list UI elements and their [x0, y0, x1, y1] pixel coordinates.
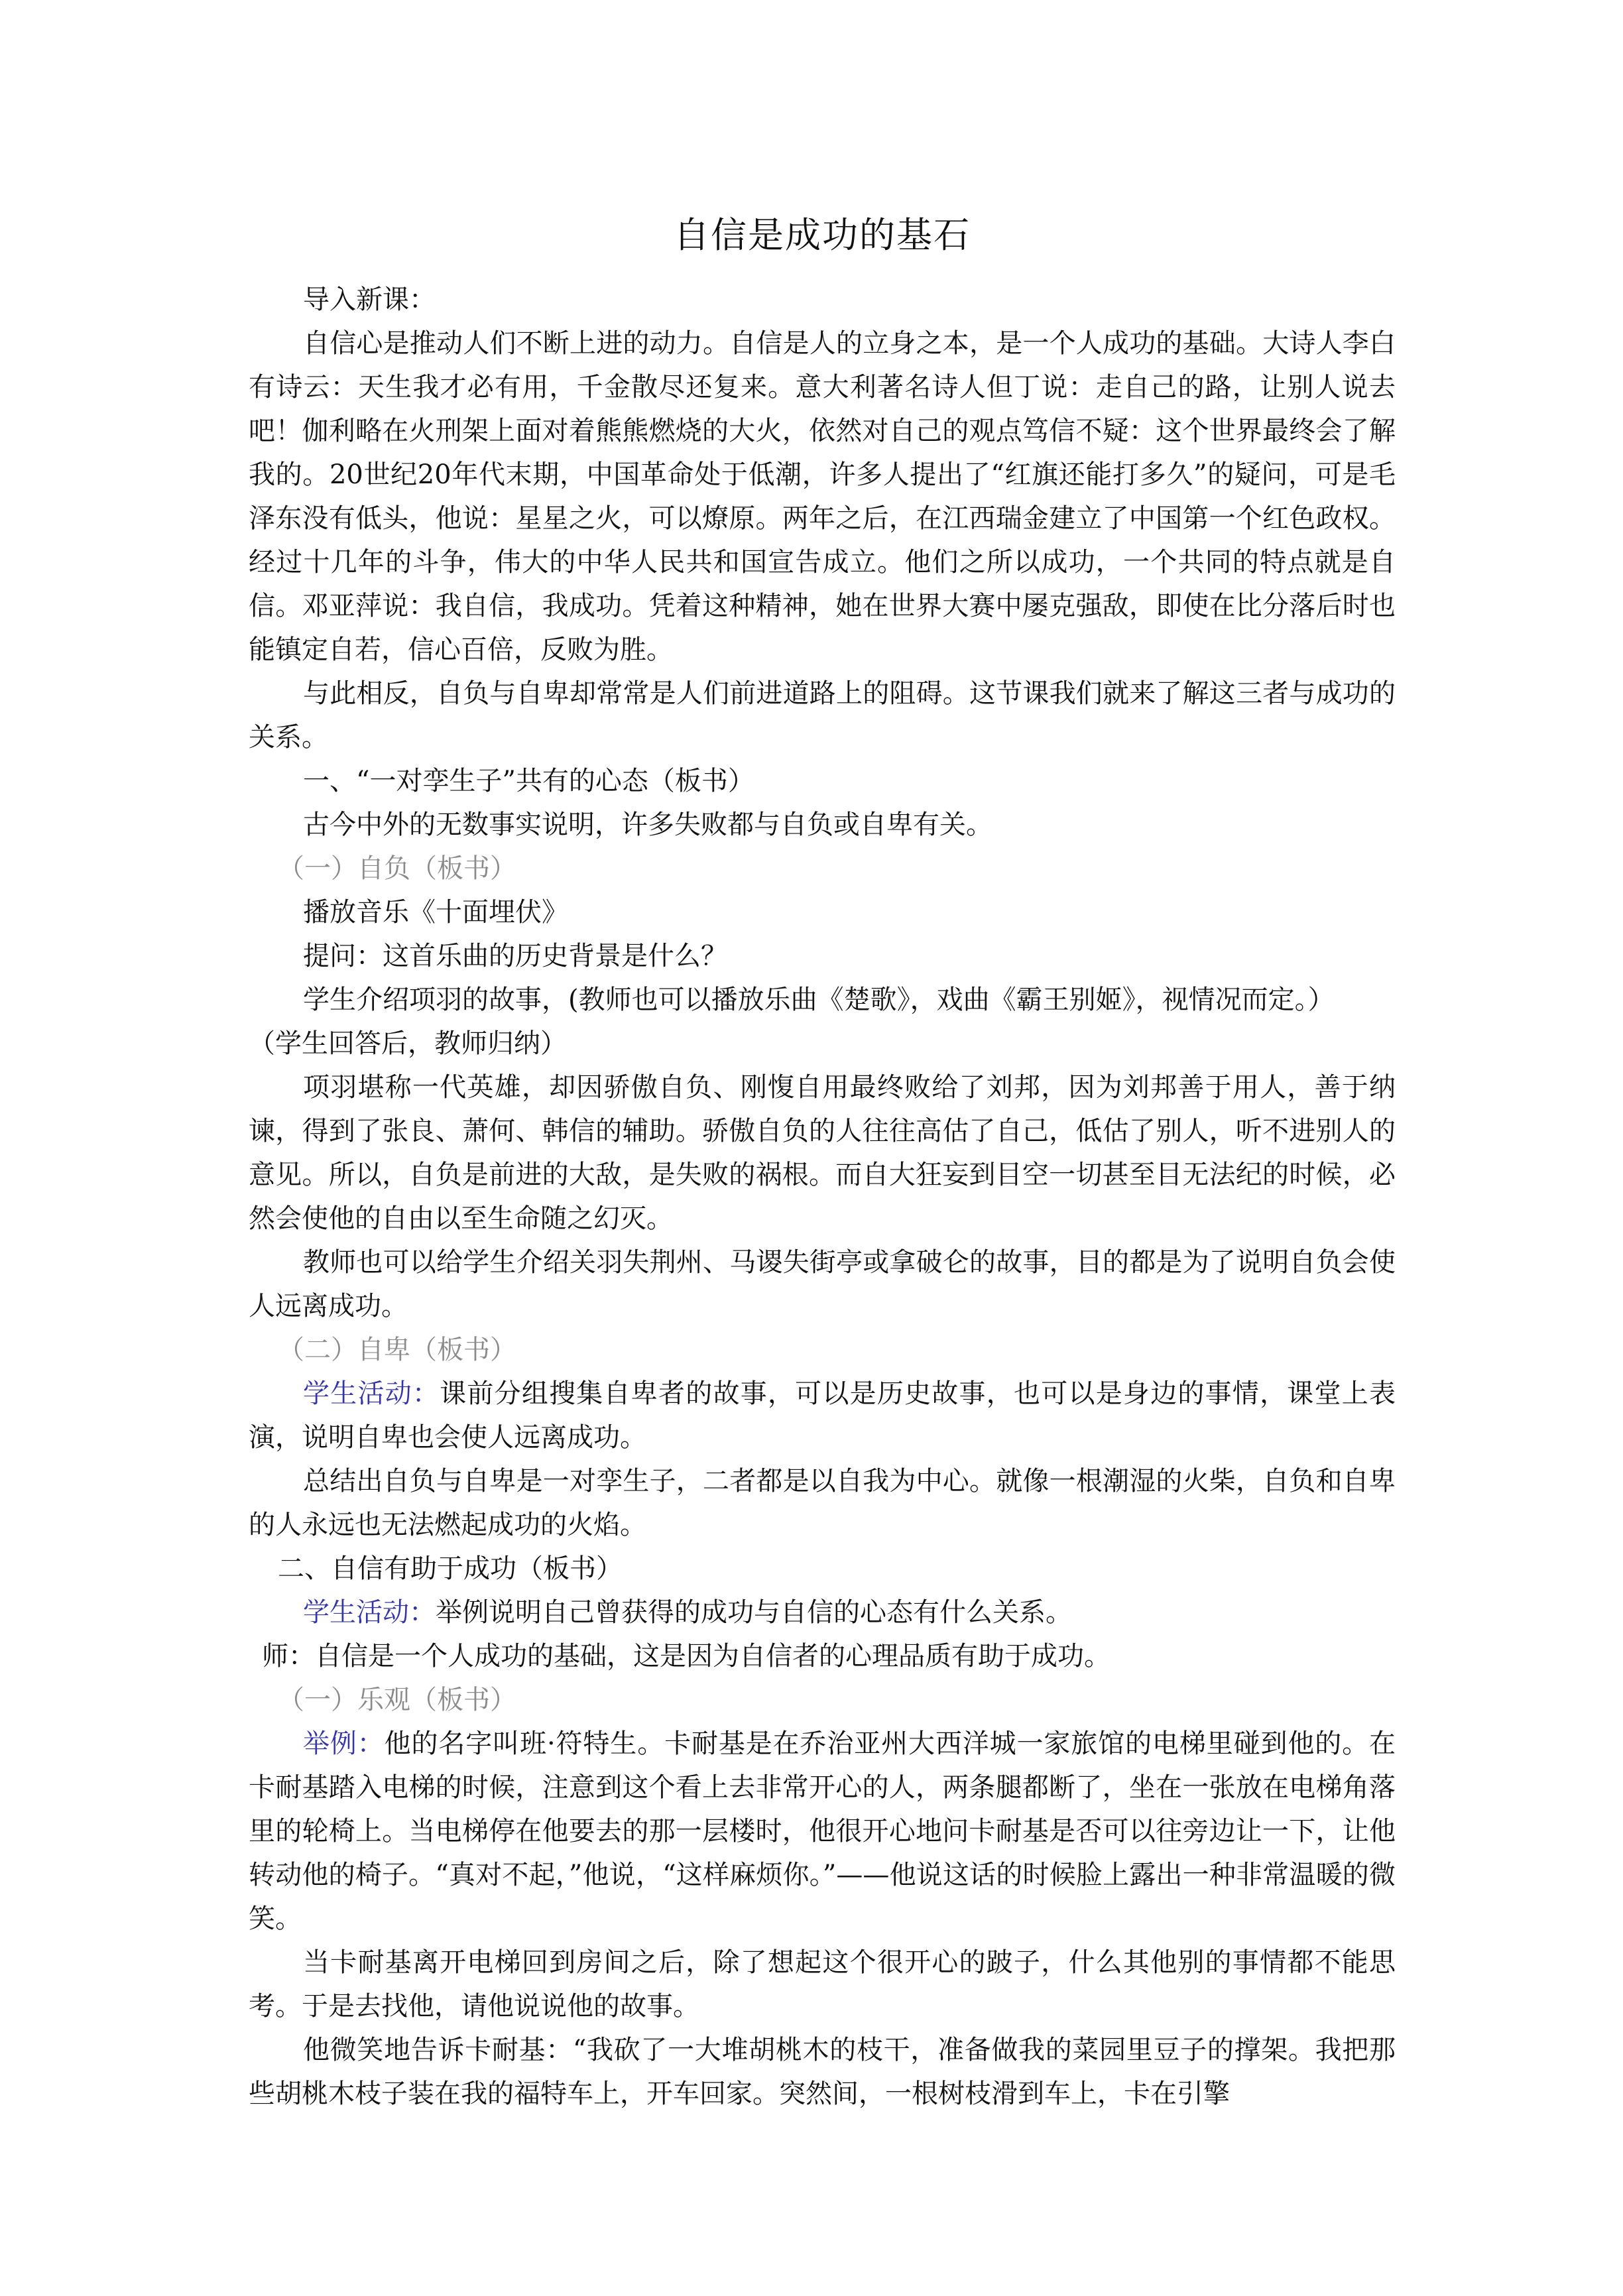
transition-paragraph: 与此相反，自负与自卑却常常是人们前进道路上的阻碍。这节课我们就来了解这三者与成功的关系。 [249, 678, 1396, 753]
story-paragraph: 他微笑地告诉卡耐基：“我砍了一大堆胡桃木的枝干，准备做我的菜园里豆子的撑架。我把那些胡桃木枝子装在我的福特车上，开车回家。突然间，一根树枝滑到车上，卡在引擎 [249, 2035, 1396, 2109]
student-activity-2 [249, 1591, 1396, 1634]
document-page [249, 209, 1396, 2116]
teacher-summary-note: （学生回答后，教师归纳） [249, 1028, 567, 1059]
subsection-heading-optimism: （一）乐观（板书） [278, 1685, 516, 1715]
student-story-paragraph: 学生介绍项羽的故事，(教师也可以播放乐曲《楚歌》，戏曲《霸王别姬》，视情况而定。） [303, 985, 1335, 1015]
xiangyu-paragraph: 项羽堪称一代英雄，却因骄傲自负、刚愎自用最终败给了刘邦，因为刘邦善于用人，善于纳谏，得到了张良、萧何、韩信的辅助。骄傲自负的人往往高估了自己，低估了别人，听不进别人的意见。所以，自负是前进的大敌，是失败的祸根。而自大狂妄到目空一切甚至目无法纪的时候，必然会使他的自由以至生命随之幻灭。 [249, 1072, 1396, 1234]
activity-text: 课前分组搜集自卑者的故事，可以是历史故事，也可以是身边的事情，课堂上表演，说明自卑也会使人远离成功。 [249, 1378, 1396, 1453]
subsection-heading-inferiority: （二）自卑（板书） [278, 1335, 516, 1365]
activity-label: 学生活动： [303, 1597, 436, 1628]
subsection-heading-arrogance: （一）自负（板书） [278, 853, 516, 884]
question-paragraph: 提问：这首乐曲的历史背景是什么？ [303, 941, 727, 971]
activity-text: 举例说明自己曾获得的成功与自信的心态有什么关系。 [436, 1597, 1072, 1628]
teacher-statement: 师：自信是一个人成功的基础，这是因为自信者的心理品质有助于成功。 [262, 1641, 1111, 1671]
example-paragraph [249, 1722, 1396, 1941]
teacher-stories-paragraph: 教师也可以给学生介绍关羽失荆州、马谡失街亭或拿破仑的故事，目的都是为了说明自负会使人远离成功。 [249, 1247, 1396, 1321]
example-text: 他的名字叫班·符特生。卡耐基是在乔治亚州大西洋城一家旅馆的电梯里碰到他的。在卡耐基踏入电梯的时候，注意到这个看上去非常开心的人，两条腿都断了，坐在一张放在电梯角落里的轮椅上。当电梯停在他要去的那一层楼时，他很开心地问卡耐基是否可以往旁边让一下，让他转动他的椅子。“真对不起，”他说，“这样麻烦你。”——他说这话的时候脸上露出一种非常温暖的微笑。 [249, 1728, 1396, 1934]
example-label: 举例： [303, 1728, 385, 1759]
section-heading-1: 一、“一对孪生子”共有的心态（板书） [303, 766, 754, 796]
carnegie-paragraph: 当卡耐基离开电梯回到房间之后，除了想起这个很开心的跛子，什么其他别的事情都不能思考。于是去找他，请他说说他的故事。 [249, 1947, 1396, 2022]
twins-summary-paragraph: 总结出自负与自卑是一对孪生子，二者都是以自我为中心。就像一根潮湿的火柴，自负和自卑的人永远也无法燃起成功的火焰。 [249, 1466, 1396, 1540]
activity-play-music: 播放音乐《十面埋伏》 [303, 897, 568, 928]
section-1-intro: 古今中外的无数事实说明，许多失败都与自负或自卑有关。 [303, 810, 992, 840]
page-title: 自信是成功的基石 [674, 214, 971, 256]
section-heading-2: 二、自信有助于成功（板书） [278, 1553, 623, 1584]
intro-heading: 导入新课： [303, 284, 436, 315]
intro-paragraph: 自信心是推动人们不断上进的动力。自信是人的立身之本，是一个人成功的基础。大诗人李白有诗云：天生我才必有用，千金散尽还复来。意大利著名诗人但丁说：走自己的路，让别人说去吧！伽利略在火刑架上面对着熊熊燃烧的大火，依然对自己的观点笃信不疑：这个世界最终会了解我的。20世纪20年代末期，中国革命处于低潮，许多人提出了“红旗还能打多久”的疑问，可是毛泽东没有低头，他说：星星之火，可以燎原。两年之后，在江西瑞金建立了中国第一个红色政权。经过十几年的斗争，伟大的中华人民共和国宣告成立。他们之所以成功，一个共同的特点就是自信。邓亚萍说：我自信，我成功。凭着这种精神，她在世界大赛中屡克强敌，即使在比分落后时也能镇定自若，信心百倍，反败为胜。 [249, 328, 1396, 665]
student-activity-1 [249, 1372, 1396, 1459]
activity-label: 学生活动： [303, 1378, 440, 1409]
